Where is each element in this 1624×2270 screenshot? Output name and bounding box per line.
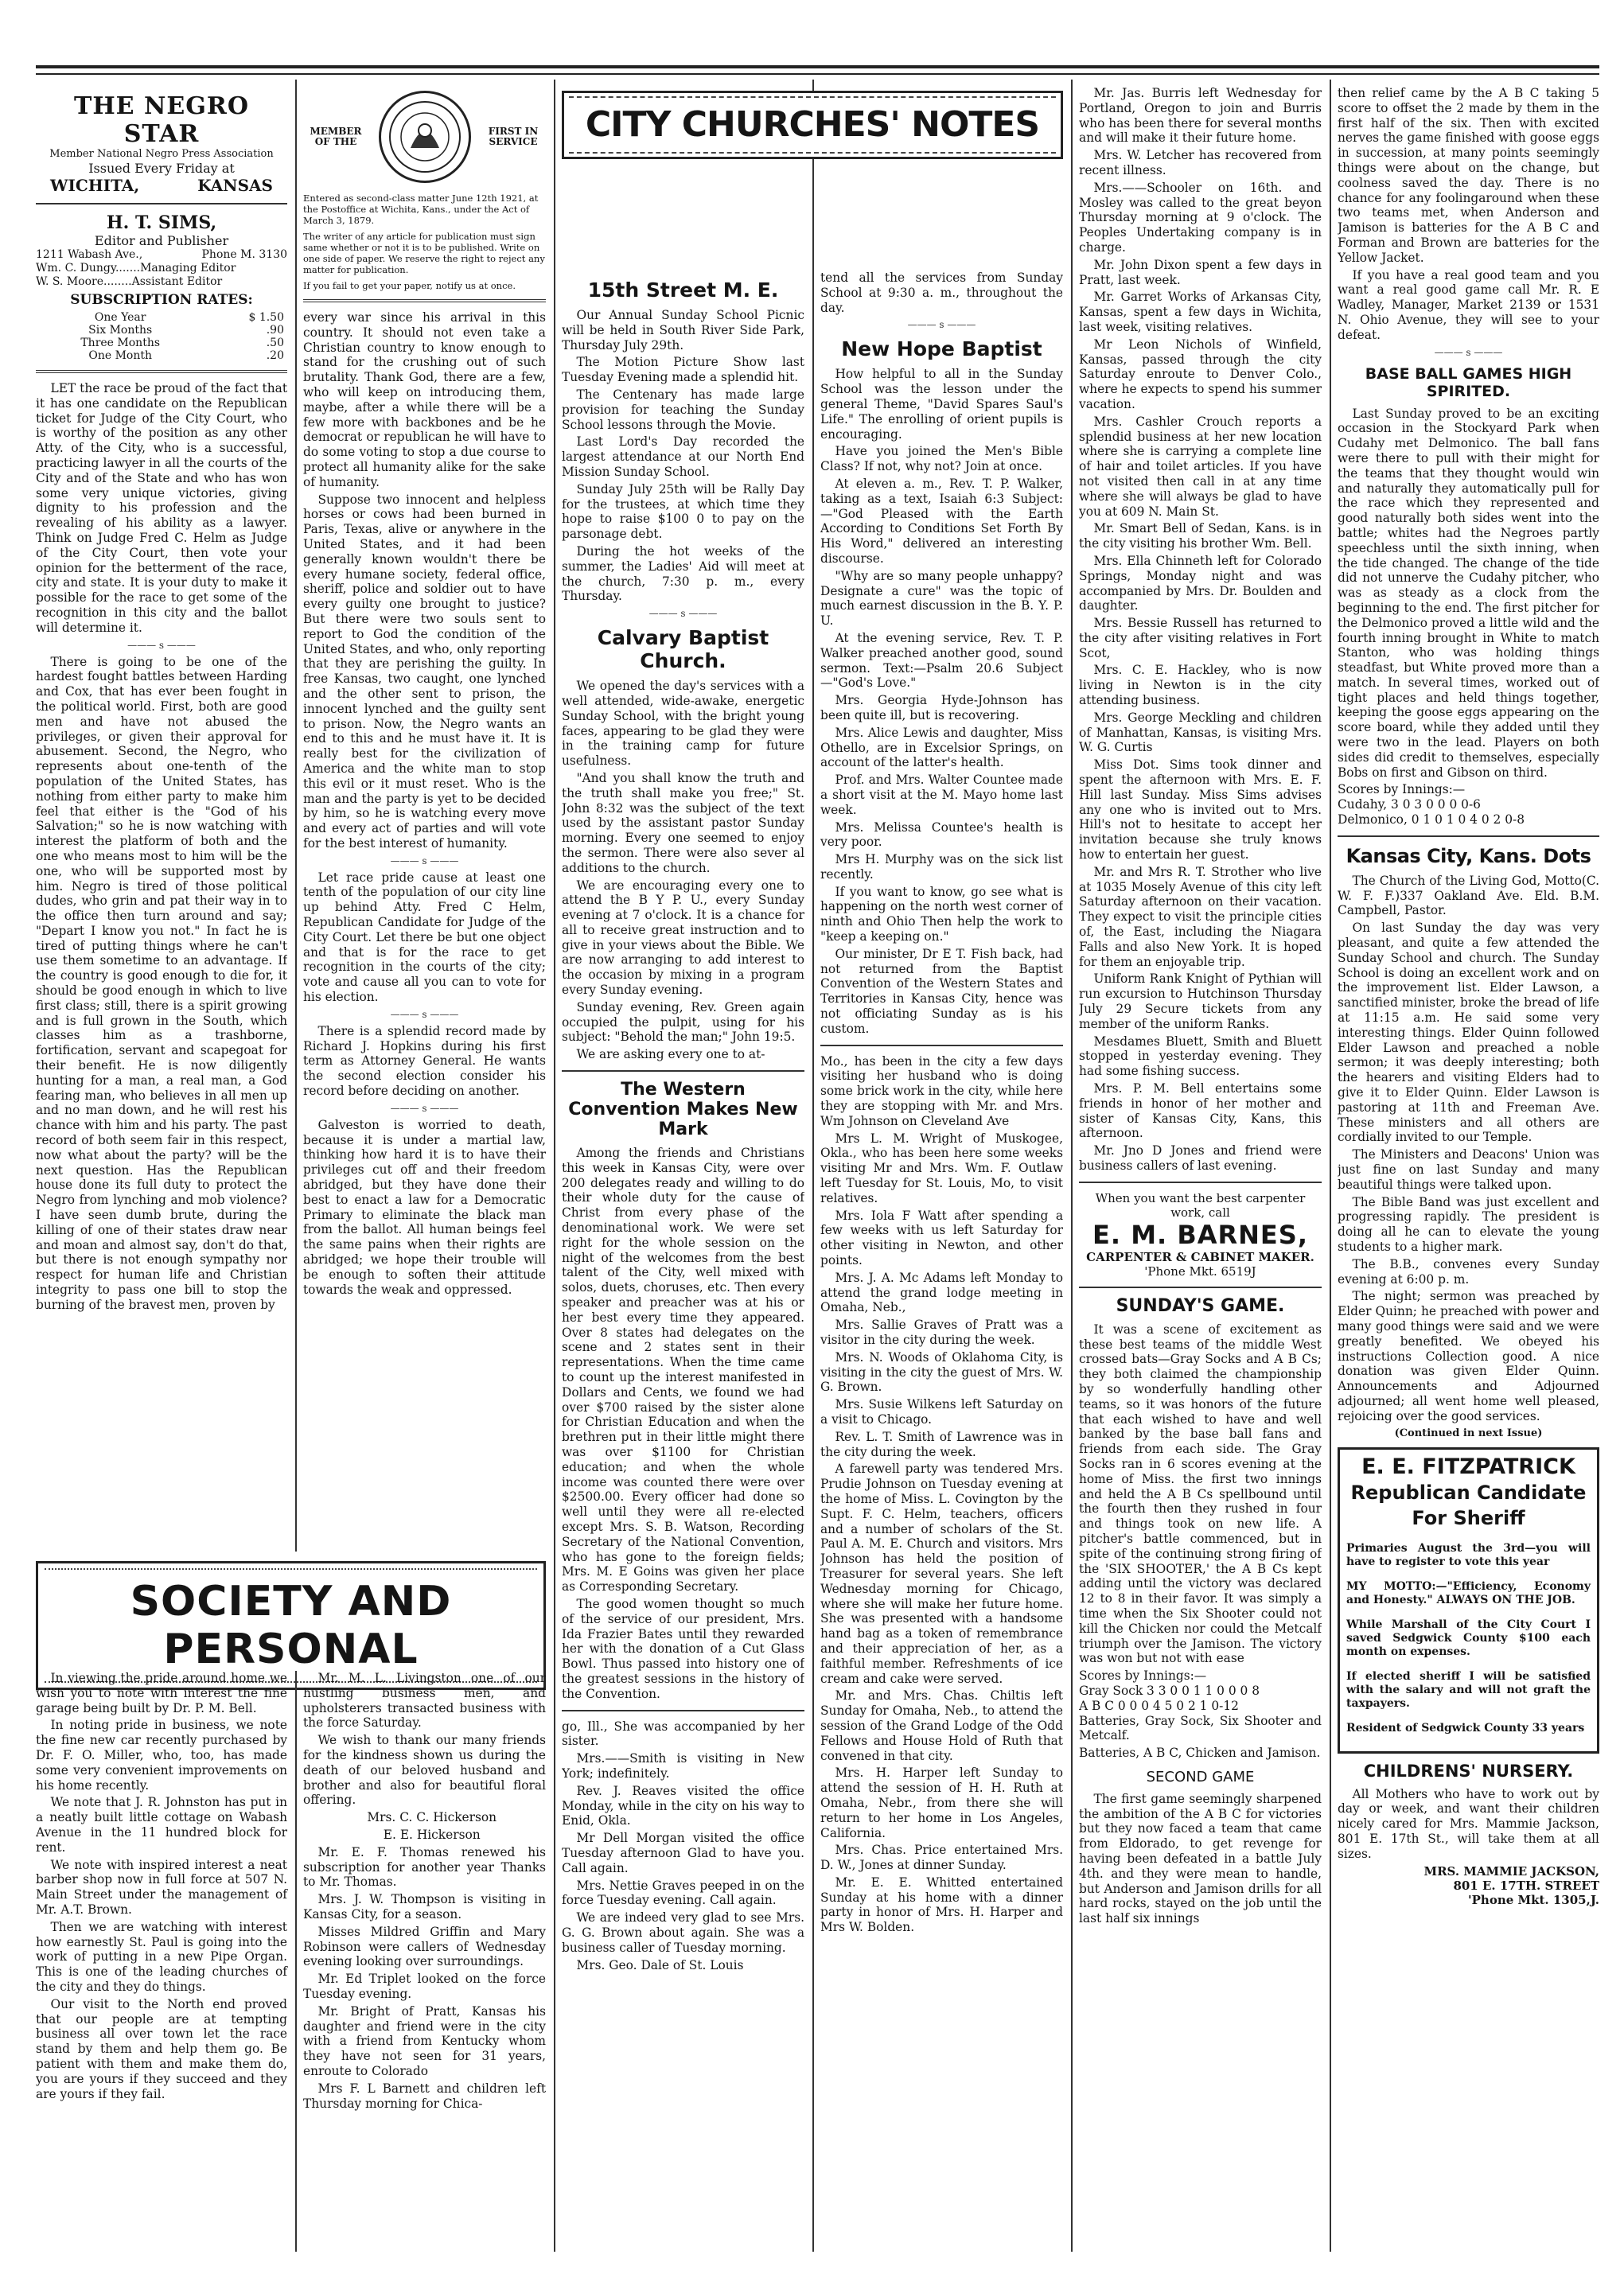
column-4 [820, 271, 1063, 2252]
society-item: We note with inspired interest a neat barber shop now in full force at 507 N. Main Street under the management of Mr. A.T. Brown. [36, 1857, 287, 1917]
personal-item: Mr. Jas. Burris left Wednesday for Portland, Oregon to join and Burris who has been there for several months and will make it their future home. [1079, 86, 1322, 146]
rate-term: Three Months [80, 337, 161, 349]
personal-item: Mrs. Ella Chinneth left for Colorado Springs, Monday night and was accompanied by Mrs. Dr. Boulden and daughter. [1079, 553, 1322, 613]
section-separator: ——— s ——— [127, 639, 196, 651]
society-col-a [36, 1671, 287, 2104]
section-separator: ——— s ——— [390, 855, 459, 866]
rate-term: Six Months [88, 324, 153, 337]
society-item: Mr. Ed Triplet looked on the force Tuesday evening. [303, 1972, 546, 2001]
divider [562, 1710, 804, 1711]
ad-subtitle: Republican Candidate For Sheriff [1350, 1481, 1587, 1529]
rate-row [36, 349, 287, 362]
divider [36, 203, 287, 204]
rates-title: SUBSCRIPTION RATES: [70, 292, 253, 308]
society-item: We wish to thank our many friends for the kindness shown us during the death of our beloved husband and brother and also for beautiful floral offering. [303, 1733, 546, 1808]
heading-kansas-city-dots: Kansas City, Kans. Dots [1346, 844, 1591, 867]
heading-second-game: SECOND GAME [1146, 1768, 1255, 1785]
church-item: Among the friends and Christians this week in Kansas City, were over 200 delegates ready and willing to do their whole duty for the cause of Christ from every phase of the denominational work. We were set right for the whole session on the night of the welcomes from the best talent of the City, well mixed with solos, duets, choruses, etc. Then every speaker and preacher was at his or her best every time they appeared. Over 8 states had delegates on the scene and 2 states sent in their representations. When the time came to count up the interest manifested in Dollars and Cents, we found we had over $700 raised by the sister alone for Christian Education and when the brethren put in their little might there was over $1100 for Christian education; and when the whole income was counted there were over $2500.00. Every officer had done so well until they were all re-elected except Mrs. S. B. Watson, Recording Secretary of the National Convention, who has gone to the foreign fields; Mrs. M. E Goins was given her place as Corresponding Secretary. [562, 1146, 804, 1594]
editorial-race-pride: Let race pride cause at least one tenth of the population of our city line up behind Atty. Fred C Helm, Republican Candidate for Judge of the City Court. Let there be but one object and that is for the race to get recognition in the courts of the city; vote and cause all you can to vote for his election. [303, 870, 546, 1005]
dateline [36, 176, 287, 195]
newspaper-page [36, 72, 1599, 2252]
masthead [36, 92, 287, 362]
score-title: Scores by Innings:— [1079, 1668, 1207, 1684]
rate-row [36, 337, 287, 349]
society-item: We note that J. R. Johnston has put in a neatly built little cottage on Wabash Avenue in the 11 hundred block for rent. [36, 1795, 287, 1855]
ad-phone: 'Phone Mkt. 6519J [1144, 1263, 1256, 1279]
personal-item: Mrs. Nettie Graves peeped in on the force Tuesday evening. Call again. [562, 1878, 804, 1908]
personal-item: Mrs.——Schooler on 16th. and Mosley was called to the great beyon Thursday morning at 9 o'clock. The Peoples Undertaking company is in charge. [1079, 180, 1322, 255]
personal-item: Mrs. N. Woods of Oklahoma City, is visiting in the city the guest of Mrs. W. G. Brown. [820, 1349, 1063, 1395]
personal-item: Mr. E. E. Whitted entertained Sunday at his home with a dinner party in honor of Mrs. H. Harper and Mrs W. Bolden. [820, 1875, 1063, 1935]
personal-item: Mrs. Chas. Price entertained Mrs. D. W., Jones at dinner Sunday. [820, 1843, 1063, 1873]
heading-calvary: Calvary Baptist Church. [597, 626, 769, 673]
personal-item: Mr. Garret Works of Arkansas City, Kansas, spent a few days in Wichita, last week, visiting relatives. [1079, 290, 1322, 334]
heading-15th-street: 15th Street M. E. [587, 278, 779, 302]
score-box [1079, 1668, 1322, 1713]
society-item: Mrs. J. W. Thompson is visiting in Kansas City, for a season. [303, 1892, 546, 1922]
church-item: Last Lord's Day recorded the largest attendance at our North End Mission Sunday School. [562, 434, 804, 479]
score-row: A B C 0 0 0 4 5 0 2 1 0-12 [1079, 1698, 1239, 1713]
sports-item: The first game seemingly sharpened the ambition of the A B C for victories but they now faced a team that came from Eldorado, to get revenge for having been defeated in a battle July 4th. and they were mean to handle, but Anderson and Jamison drills for all hard rocks, stayed on the job until the last half six innings [1079, 1791, 1322, 1926]
society-item: Then we are watching with interest how earnestly St. Paul is going into the work of putting in a new Pipe Organ. This is one of the leading churches of the city and they do things. [36, 1919, 287, 1994]
personal-item: Mrs.——Smith is visiting in New York; indefinitely. [562, 1751, 804, 1781]
personal-item: Mrs. Sallie Graves of Pratt was a visitor in the city during the week. [820, 1318, 1063, 1347]
section-separator: ——— s ——— [1434, 346, 1503, 358]
church-item: At the evening service, Rev. T. P. Walker preached another good, sound sermon. Text:—Psalm 20.6 Subject—"God's Love." [820, 630, 1063, 691]
nursery-item: All Mothers who have to work out by day or week, and want their children nicely cared for Mrs. Mammie Jackson, 801 E. 17th St., will take them at all sizes. [1338, 1786, 1599, 1861]
column-rule [554, 80, 555, 2252]
personal-item: Mrs. Susie Wilkens left Saturday on a visit to Chicago. [820, 1397, 1063, 1427]
score-row: Delmonico, 0 1 0 1 0 4 0 2 0-8 [1338, 812, 1525, 827]
heading-baseball: BASE BALL GAMES HIGH SPIRITED. [1365, 364, 1572, 400]
church-item: Mrs. Georgia Hyde-Johnson has been quite ill, but is recovering. [820, 693, 1063, 722]
editorial-helm: LET the race be proud of the fact that it has one candidate on the Republican ticket for Judge of the City Court, who is worthy of the position as any other Atty. of the City, who is a successful, practicing lawyer in all the courts of the City and of the State and who has won some very unique victories, giving dignity to his profession and the revealing of his ability as a lawyer. Think on Judge Fred C. Helm as Judge of the City Court, then vote your opinion for the betterment of the race, city and state. It is your duty to make it possible for the race to get some of the recognition in this city and the ballot will determine it. [36, 381, 287, 635]
church-item: Mrs H. Murphy was on the sick list recently. [820, 852, 1063, 882]
rate-row [36, 311, 287, 324]
issued: Issued Every Friday at [88, 161, 235, 176]
section-separator: ——— s ——— [648, 608, 718, 620]
kc-item: On last Sunday the day was very pleasant, and quite a few attended the Sunday School and church. The Sunday School is doing an excellent work and on the improvement list. Elder Lawson, a sanctified minister, broke the bread of life at 11:15 a.m. He said some very interesting things. Elder Quinn followed Elder Lawson and preached a noble sermon; it was deeply interesting; both the hearers and visiting Elders had to give it to Elder Quinn. Elder Lawson is pastoring at 11th and Freeman Ave. These ministers and all others are cordially invited to our Temple. [1338, 921, 1599, 1145]
delivery-notice: If you fail to get your paper, notify us at once. [303, 280, 516, 291]
personal-item: Mesdames Bluett, Smith and Bluett stopped in yesterday evening. They had some fishing success. [1079, 1034, 1322, 1079]
editorial-galveston: Galveston is worried to death, because it is under a martial law, thinking how hard it is to have their privileges cut off and their freedom abridged, but they have done their best to enact a law for a Democratic Primary to eliminate the black man from the ballot. All human beings feel the same pains when their rights are abridged; we hope their trouble will be enough to soften their attitude towards the weak and oppressed. [303, 1117, 546, 1297]
column-rule [1330, 80, 1331, 2252]
church-item: "Why are so many people unhappy? Designate a cure" was the topic of much earnest discussion in the B. Y. P. U. [820, 568, 1063, 629]
church-item: tend all the services from Sunday School at 9:30 a. m., throughout the day. [820, 271, 1063, 315]
heading-sundays-game: SUNDAY'S GAME. [1116, 1295, 1285, 1316]
divider [1079, 1287, 1322, 1288]
address: 1211 Wabash Ave., [36, 248, 143, 261]
column-3 [562, 271, 804, 2252]
divider [1079, 1182, 1322, 1183]
personal-item: Mr Dell Morgan visited the office Tuesday afternoon Glad to have you. Call again. [562, 1831, 804, 1875]
kc-item: The Ministers and Deacons' Union was just fine on last Sunday and many beautiful things were talked upon. [1338, 1147, 1599, 1192]
church-item: We are asking every one to at- [576, 1047, 765, 1062]
sports-item: Batteries, Gray Sock, Six Shooter and Metcalf. [1079, 1713, 1322, 1743]
section-separator: ——— s ——— [907, 319, 976, 331]
section-separator: ——— s ——— [390, 1008, 459, 1020]
sports-item: If you have a real good team and you want a real good game call Mr. R. E Wadley, Manager, Market 2139 or 1531 N. Ohio Avenue, they will see to your defeat. [1338, 267, 1599, 342]
rates-table [36, 311, 287, 362]
church-item: Sunday July 25th will be Rally Day for the trustees, at which time they hope to raise $100 0 to pay on the parsonage debt. [562, 481, 804, 542]
society-item: Our visit to the North end proved that our people are at tempting business all over town let the race stand by them and help them go. Be patient with them and make them do, you are yours if they succeed and they are yours if they fail. [36, 1996, 287, 2101]
editorial-paris-texas: Suppose two innocent and helpless horses or cows had been burned in Paris, Texas, alive or anywhere in the United States, and it had been generally known wouldn't there be every humane society, federal office, sheriff, police and soldier out to have every guilty one brought to justice? But there were two souls sent to report to God the condition of the United States, and who, only reporting that they are perishing the guilty. In free Kansas, two caught, one lynched and the other sent to prison, the innocent lynched and the guilty sent to prison. Now, the Negro wants an end to this and he must have it. It is really best for the civilization of America and the white man to stop this evil or it must reset. Who is the man and the party is yet to be decided by him, so he is watching every move and every act of parties and will vote for the best interest of humanity. [303, 492, 546, 851]
masthead-seals [303, 86, 546, 188]
personal-item: Mr. Jno D Jones and friend were business callers of last evening. [1079, 1143, 1322, 1173]
ad-line: Primaries August the 3rd—you will have to register to vote this year [1346, 1541, 1591, 1568]
ad-name: E. M. BARNES, [1092, 1219, 1308, 1250]
column-rule [1071, 80, 1073, 2252]
society-item: Misses Mildred Griffin and Mary Robinson were callers of Wednesday evening looking over surroundings. [303, 1924, 546, 1969]
seal-left-label: MEMBER OF THE [310, 126, 362, 147]
section-separator: ——— s ——— [390, 1102, 459, 1114]
paper-name: THE NEGRO STAR [74, 92, 249, 148]
church-item: If you want to know, go see what is happening on the north west corner of ninth and Ohio Then help the work to "keep a keeping on." [820, 884, 1063, 944]
rate-term: One Year [94, 311, 146, 324]
society-col-b [303, 1671, 546, 2113]
society-item: Mr. Bright of Pratt, Kansas his daughter and friend were in the city with a friend from Kentucky whom they have not seen for 31 years, enroute to Colorado [303, 2003, 546, 2078]
personal-item: Mr. and Mrs R. T. Strother who live at 1035 Mosely Avenue of this city left Saturday afternoon on their vacation. They expect to visit the principle cities of, the East, including the Niagara Falls and also New York. It is hoped for them an enjoyable trip. [1079, 864, 1322, 969]
church-item: Mrs. Alice Lewis and daughter, Miss Othello, are in Excelsior Springs, on account of the latter's health. [820, 725, 1063, 770]
nursery-signature [1338, 1864, 1599, 1907]
heading-western-convention: The Western Convention Makes New Mark [568, 1080, 798, 1140]
church-item: The Motion Picture Show last Tuesday Evening made a splendid hit. [562, 355, 804, 385]
personal-item: We are indeed very glad to see Mrs. G. G. Brown about again. She was a business caller of Tuesday morning. [562, 1910, 804, 1955]
society-item: Mr. E. F. Thomas renewed his subscription for another year Thanks to Mr. Thomas. [303, 1844, 546, 1890]
church-item: Our Annual Sunday School Picnic will be held in South River Side Park, Thursday July 29th. [562, 308, 804, 352]
association: Member National Negro Press Association [49, 148, 274, 160]
seal-right-label: FIRST IN SERVICE [488, 126, 539, 147]
personal-item: Mr Leon Nichols of Winfield, Kansas, passed through the city Saturday enroute to Denver Colo., where he expects to spend his summer vacation. [1079, 337, 1322, 411]
sports-item: then relief came by the A B C taking 5 score to offset the 2 made by them in the first half of the six. Then with excited nerves the game finished with goose eggs in succession, at many points seemingly things were about on the change, but coolness saved the day. There is no chance for any foolingaround when these two teams met, when Anderson and Jamison is batteries for the A B C and Forman and Brown are batteries for the Yellow Jacket. [1338, 86, 1599, 265]
personal-item: Rev. L. T. Smith of Lawrence was in the city during the week. [820, 1429, 1063, 1459]
column-rule [295, 1671, 297, 2252]
state: KANSAS [197, 176, 273, 195]
society-item: Mr. M. L. Livingston one of our hustling business men, and upholsterers transacted business with the force Saturday. [303, 1671, 546, 1731]
sports-item: Batteries, A B C, Chicken and Jamison. [1079, 1746, 1321, 1761]
emblem-icon [387, 99, 463, 175]
city: WICHITA, [50, 176, 140, 195]
score-row: Gray Sock 3 3 0 0 1 1 0 0 0 8 [1079, 1683, 1260, 1698]
personal-item: Rev. J. Reaves visited the office Monday, while in the city on his way to Enid, Okla. [562, 1783, 804, 1828]
assistant-editor: W. S. Moore........Assistant Editor [36, 275, 223, 288]
rate-price: .20 [266, 349, 284, 362]
church-item: Our minister, Dr E T. Fish back, had not returned from the Baptist Convention of the Western States and Territories in Kansas City, hence was not officiating Sunday as is his custom. [820, 946, 1063, 1036]
score-title: Scores by Innings:— [1338, 782, 1466, 797]
church-item: The Centenary has made large provision for teaching the Sunday School lessons through the Movie. [562, 387, 804, 432]
managing-editor: Wm. C. Dungy.......Managing Editor [36, 262, 236, 275]
society-section [36, 1552, 546, 2252]
fitzpatrick-ad [1338, 1447, 1599, 1754]
ad-line: While Marshall of the City Court I saved Sedgwick County $100 each month on expenses. [1346, 1618, 1591, 1658]
divider [820, 1045, 1063, 1046]
church-item: Mrs. Melissa Countee's health is very poor. [820, 820, 1063, 850]
ad-line: If elected sheriff I will be satisfied with the salary and will not graft the taxpayers. [1346, 1669, 1591, 1710]
signature: Mrs. C. C. Hickerson [367, 1810, 497, 1825]
column-6 [1338, 86, 1599, 2252]
rate-price: .90 [266, 324, 284, 337]
personal-item: Mrs. C. E. Hackley, who is now living in Newton is in the city attending business. [1079, 663, 1322, 708]
personal-item: Mrs. W. Letcher has recovered from recent illness. [1079, 148, 1322, 177]
kc-item: The Church of the Living God, Motto(C. W. F. F.)337 Oakland Ave. Eld. B.M. Campbell, Pastor. [1338, 873, 1599, 918]
ad-title: E. E. FITZPATRICK [1361, 1454, 1575, 1479]
divider [562, 1070, 804, 1072]
score-row: Cudahy, 3 0 3 0 0 0 0-6 [1338, 797, 1481, 812]
sig-line: 801 E. 17TH. STREET [1453, 1878, 1599, 1893]
personal-item: Mrs. Geo. Dale of St. Louis [576, 1957, 744, 1972]
score-box [1338, 782, 1599, 827]
personal-item: Mrs. George Meckling and children of Manhattan, Kansas, is visiting Mrs. W. G. Curtis [1079, 710, 1322, 755]
church-item: We opened the day's services with a well attended, wide-awake, energetic Sunday School, with the bright young faces, appearing to be glad they were in the training camp for future usefulness. [562, 679, 804, 769]
divider [36, 370, 287, 373]
society-item: In viewing the pride around home we wish you to note with interest the fine garage being built by Dr. P. M. Bell. [36, 1671, 287, 1715]
editorial-hopkins: There is a splendid record made by Richard J. Hopkins during his first term as Attorney General. He wants the second election consider his record before deciding on another. [303, 1023, 546, 1099]
church-item: How helpful to all in the Sunday School was the lesson under the general Theme, "David Spares Saul's Life." The enrolling of orient pupils is encouraging. [820, 367, 1063, 442]
personal-item: Mrs. Iola F Watt after spending a few weeks with us left Saturday for other visiting in Newton, and other points. [820, 1208, 1063, 1268]
church-item: During the hot weeks of the summer, the Ladies' Aid will meet at the church, 7:30 p. m., every Thursday. [562, 543, 804, 604]
editorial-election: There is going to be one of the hardest fought battles between Harding and Cox, that has ever been fought in the political world. First, both are good men and have not abused the privileges, or given their approval for abusement. Second, the Negro, who represents about one-tenth of the population of the United States, has nothing from either party to make him feel that either is the "God of his Salvation;" so he is now watching with interest the platform of both and the one who means most to him will be the one, who will be supported most by him. Negro is tired of those political dudes, who grin and pat their way in to the office then turn around and say; "Depart I know you not." In fact he is tired of putting things where he can't use them sometime to an advantage. If the country is good enough to die for, it should be good enough in which to live first class; still, there is a spirit growing and is full grown in the South, which classes him as a trashborne, fortification, servant and scapegoat for their benefit. He is now diligently hunting for a man, a real man, a God fearing man, who believes in all men up and no man down, and he will rest his chance with him and his party. The past record of both seem fair in this respect, now what about the party? will be the next question. Has the Republican house done its full duty to protect the Negro from lynching and mob violence? I have seen dumb brute, during the killing of one of their states draw near and moan and almost say, don't do that, but there is not enough sympathy nor respect for human life and Christian integrity to pass one bill to stop the burning of the bravest men, proven by [36, 654, 287, 1312]
personal-item: Uniform Rank Knight of Pythian will run excursion to Hutchinson Thursday July 29 Secure tickets from any member of the uniform Ranks. [1079, 971, 1322, 1031]
kc-item: The night; sermon was preached by Elder Quinn; he preached with power and many good things were said and we were greatly benefited. We obeyed his instructions Collection good. A nice donation was given Elder Quinn. Announcements and Adjourned adjourned; all went home well pleased, rejoicing over the good services. [1338, 1289, 1599, 1423]
editorial-continued: every war since his arrival in this country. It should not even take a Christian country to know enough to stand for the crushing out of such brutality. Thank God, there are a few, who will keep on introducing them, maybe, after a while there will be a few more with backbones and be he democrat or republican he will have to do some voting to stop a due course to protect all humanity alike for the sake of humanity. [303, 310, 546, 489]
continued-note: (Continued in next Issue) [1394, 1427, 1543, 1439]
church-item: We are encouraging every one to attend the B Y P. U., every Sunday evening at 7 o'clock. It is a chance for all to receive great instruction and to give in your views about the Bible. We are now arranging to add interest to the occasion by mixing in a program every Sunday evening. [562, 878, 804, 998]
society-banner: SOCIETY AND PERSONAL [36, 1561, 546, 1690]
heading-new-hope: New Hope Baptist [841, 337, 1042, 361]
sports-item: Last Sunday proved to be an exciting occasion in the Stockyard Park when Cudahy met Delmonico. The ball fans were there to pull with their might for the teams that they thought would win and naturally they automatically pull for the race which they represented and good naturally both sides went into the battle; whites had the Negroes partly speechless until the sixth inning, when the tide changed. The change of the tide did not unnerve the Cudahy pitcher, who was as steady as a clock from the beginning to the end. The first pitcher for the Delmonico proved a little wild and the fourth inning brought in White to match Stanton, who was holding things steadfast, but White proved more than a match. In several times, worked out of tight places and held things together, keeping the goose eggs appearing on the score board, while they added until they were two in the lead. Players on both sides did credit to themselves, especially Bobs on first and Gibson on third. [1338, 406, 1599, 780]
personal-item: Miss Dot. Sims took dinner and spent the afternoon with Mrs. E. F. Hill last Sunday. Miss Sims advises any one who is invited out to Mrs. Hill's not to hesitate to accept her invitation because she truly knows how to entertain her guest. [1079, 757, 1322, 862]
personal-item: go, Ill., She was accompanied by her sister. [562, 1719, 804, 1749]
rate-price: $ 1.50 [248, 311, 284, 324]
signature: E. E. Hickerson [383, 1827, 481, 1842]
churches-banner: CITY CHURCHES' NOTES [562, 91, 1063, 159]
column-rule [812, 80, 814, 2252]
top-rule [36, 65, 1599, 75]
column-5 [1079, 86, 1322, 2252]
personal-item: A farewell party was tendered Mrs. Prudie Johnson on Tuesday evening at the home of Miss. L. Covington by the Supt. F. C. Helm, teachers, officers and a number of scholars of the St. Paul A. M. E. Church and visitors. Mrs Johnson has held the position of Treasurer for several years. She left Wednesday morning for Chicago, where she will make her future home. She was presented with a handsome hand bag as a token of remembrance and their appreciation of her, as a faithful member. Refreshments of ice cream and cake were served. [820, 1462, 1063, 1686]
churches-banner-wrap [562, 86, 1063, 164]
personal-item: Mrs. J. A. Mc Adams left Monday to attend the grand lodge meeting in Omaha, Neb., [820, 1270, 1063, 1315]
personal-item: Mr. John Dixon spent a few days in Pratt, last week. [1079, 257, 1322, 287]
sig-line: MRS. MAMMIE JACKSON, [1423, 1863, 1599, 1879]
kc-item: The B.B., convenes every Sunday evening at 6:00 p. m. [1338, 1256, 1599, 1287]
sports-item: It was a scene of excitement as these best teams of the middle West crossed bats—Gray Socks and A B Cs; they both claimed the championship by so wonderfully handling other teams, so it was honors of the future that each wished to have and well banked by the base ball fans and friends from each side. The Gray Socks ran in 6 scores evening at the home of Miss. the first two innings and held the A B Cs spellbound until the fourth then they rushed in four and things took on new life. A pitcher's battle commenced, but in spite of the continuing strong firing of the 'SIX SHOOTER,' the A B Cs kept adding until the victory was declared 12 to 8 in their favor. It was simply a time when the Six Shooter could not kill the Chicken nor could the Metcalf triumph over the Jamison. The victory was won but not with ease [1079, 1322, 1322, 1666]
church-item: At eleven a. m., Rev. T. P. Walker, taking as a text, Isaiah 6:3 Subject:—"God Pleased with the Earth According to Conditions Set Forth By His Word," delivered an interesting discourse. [820, 476, 1063, 566]
church-item: Prof. and Mrs. Walter Countee made a short visit at the M. Mayo home last week. [820, 773, 1063, 817]
rate-term: One Month [88, 349, 153, 362]
personal-item: Mrs. P. M. Bell entertains some friends in honor of her mother and sister of Kansas City, Kans, this afternoon. [1079, 1081, 1322, 1141]
heading-nursery: CHILDRENS' NURSERY. [1363, 1761, 1574, 1781]
personal-item: Mr. and Mrs. Chas. Chiltis left Sunday for Omaha, Neb., to attend the session of the Grand Lodge of the Odd Fellows and House Hold of Ruth that convened in that city. [820, 1688, 1063, 1763]
rate-row [36, 324, 287, 337]
divider [303, 299, 546, 302]
postal-notice: Entered as second-class matter June 12th 1921, at the Postoffice at Wichita, Kans., under the Act of March 3, 1879. [303, 193, 539, 226]
ad-lead: When you want the best carpenter work, call [1095, 1190, 1306, 1220]
ad-line: Resident of Sedgwick County 33 years [1346, 1721, 1585, 1735]
personal-item: Mrs. Bessie Russell has returned to the city after visiting relatives in Fort Scot, [1079, 616, 1322, 660]
personal-item: Mrs L. M. Wright of Muskogee, Okla., who has been here some weeks visiting Mr and Mrs. Wm. F. Outlaw left Tuesday for St. Louis, Mo, to visit relatives. [820, 1131, 1063, 1205]
society-item: In noting pride in business, we note the fine new car recently purchased by Dr. F. O. Miller, who, too, has made some very convenient improvements on his home recently. [36, 1718, 287, 1793]
kc-item: The Bible Band was just excellent and progressing rapidly. The president is doing all he can to elevate the young students to a higher mark. [1338, 1194, 1599, 1254]
address-line [36, 248, 287, 262]
personal-item: Mr. Smart Bell of Sedan, Kans. is in the city visiting his brother Wm. Bell. [1079, 521, 1322, 551]
rate-price: .50 [266, 337, 284, 349]
church-item: Sunday evening, Rev. Green again occupied the pulpit, using for his subject: "Behold the man;" John 19:5. [562, 999, 804, 1045]
sig-line: 'Phone Mkt. 1305,J. [1468, 1892, 1599, 1907]
phone: Phone M. 3130 [201, 248, 287, 261]
church-item: The good women thought so much of the service of our president, Mrs. Ida Frazier Bates until they rewarded her with the donation of a Cut Glass Bowl. Thus passed into history one of the greatest sessions in the history of the Convention. [562, 1596, 804, 1701]
barnes-ad [1079, 1191, 1322, 1279]
press-emblem-icon [379, 91, 471, 183]
writer-notice: The writer of any article for publication must sign same whether or not it is to be published. Write on one side of paper. We reserve the right to reject any matter for publication. [303, 231, 545, 275]
personal-item: Mrs. H. Harper left Sunday to attend the session of H. H. Ruth at Omaha, Nebr., from there she will return to her home in Los Angeles, California. [820, 1766, 1063, 1840]
divider [1338, 835, 1599, 837]
ad-trade: CARPENTER & CABINET MAKER. [1086, 1249, 1314, 1264]
society-item: Mrs F. L Barnett and children left Thursday morning for Chica- [303, 2081, 546, 2111]
editor-title: Editor and Publisher [94, 233, 229, 248]
personal-item: Mo., has been in the city a few days visiting her husband who is doing some brick work in the city, while here they are stopping with Mr. and Mrs. Wm Johnson on Cleveland Ave [820, 1053, 1063, 1128]
church-item: Have you joined the Men's Bible Class? If not, why not? Join at once. [820, 444, 1063, 474]
ad-line: MY MOTTO:—"Efficiency, Economy and Honesty." ALWAYS ON THE JOB. [1346, 1579, 1591, 1606]
church-item: "And you shall know the truth and the truth shall make you free;" St. John 8:32 was the subject of the text used by the assistant pastor Sunday morning. Every one seemed to enjoy the sermon. There were also sever al additions to the church. [562, 770, 804, 875]
editor-name: H. T. SIMS, [106, 212, 217, 233]
personal-item: Mrs. Cashler Crouch reports a splendid business at her new location where she is carrying a complete line of hair and toilet articles. If you have not visited then call in at any time where she will always be glad to have you at 609 N. Main St. [1079, 414, 1322, 519]
